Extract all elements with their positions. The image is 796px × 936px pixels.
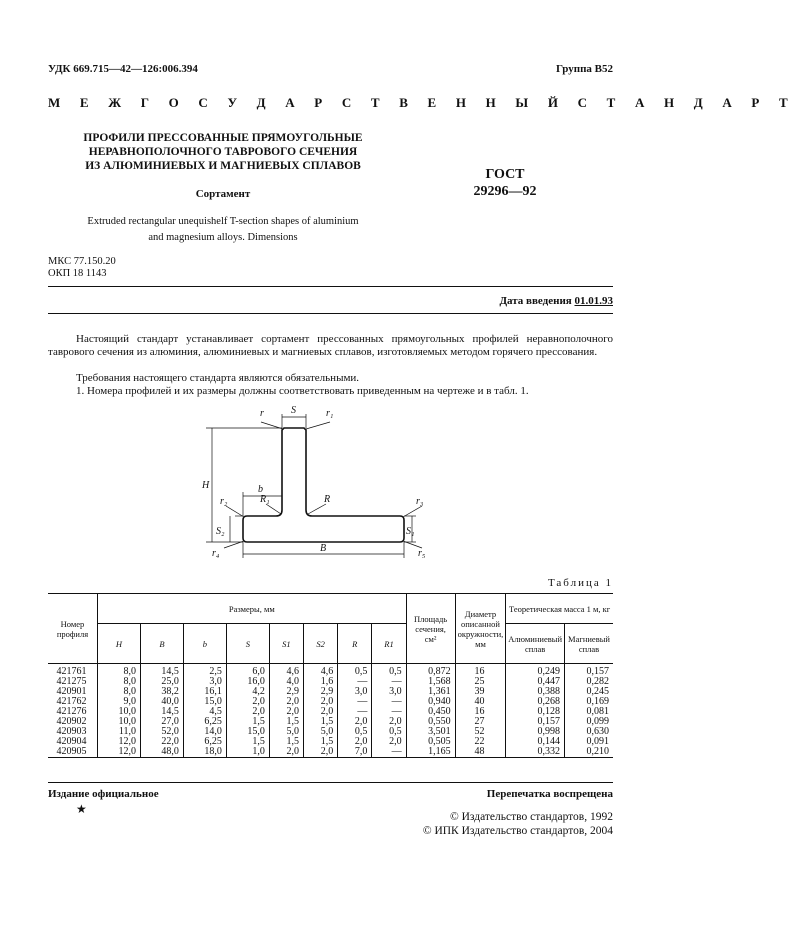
table-cell: 9,0 xyxy=(98,697,141,707)
header-sizes: Размеры, мм xyxy=(98,594,407,624)
table-cell: 3,501 xyxy=(406,727,455,737)
english-title-line-2: and magnesium alloys. Dimensions xyxy=(148,232,298,243)
profile-number-cell: 420903 xyxy=(56,726,87,737)
table-cell: 0,268 xyxy=(506,697,565,707)
table-cell: 1,165 xyxy=(406,747,455,758)
copyright-2004: © ИПК Издательство стандартов, 2004 xyxy=(422,825,613,837)
table-cell: 0,630 xyxy=(565,727,614,737)
document-title xyxy=(70,131,376,173)
label-r2: r₂ xyxy=(220,496,228,507)
table-cell: 2,0 xyxy=(304,707,338,717)
official-edition: Издание официальное xyxy=(48,788,159,800)
table-cell: 0,157 xyxy=(506,717,565,727)
table-row xyxy=(48,664,613,678)
table-cell: 2,0 xyxy=(372,737,406,747)
table-cell: — xyxy=(338,707,372,717)
table-cell: 0,169 xyxy=(565,697,614,707)
table-cell: 4,6 xyxy=(269,664,303,678)
table-cell: 39 xyxy=(455,687,506,697)
table-cell: 1,5 xyxy=(269,717,303,727)
reprint-notice: Перепечатка воспрещена xyxy=(486,788,613,800)
table-cell: 16 xyxy=(455,707,506,717)
effective-date xyxy=(499,295,613,307)
table-cell: 1,5 xyxy=(304,737,338,747)
table-cell: 3,0 xyxy=(372,687,406,697)
table-cell: 3,0 xyxy=(183,677,226,687)
table-cell: 8,0 xyxy=(98,677,141,687)
table-cell: 5,0 xyxy=(269,727,303,737)
table-cell: 1,0 xyxy=(226,747,269,758)
table-cell: 22,0 xyxy=(140,737,183,747)
table-cell: 27 xyxy=(455,717,506,727)
table-cell: 16 xyxy=(455,664,506,678)
table-cell: 8,0 xyxy=(98,687,141,697)
table-cell: 40,0 xyxy=(140,697,183,707)
table-cell: 2,9 xyxy=(269,687,303,697)
profile-number-cell: 421762 xyxy=(56,696,87,707)
table-cell: 2,0 xyxy=(269,707,303,717)
header-H: H xyxy=(98,624,141,664)
table-cell: 22 xyxy=(455,737,506,747)
gost-number xyxy=(450,166,560,200)
table-cell: 1,5 xyxy=(269,737,303,747)
table-cell: 0,157 xyxy=(565,664,614,678)
divider-line xyxy=(48,782,613,783)
title-line-1: ПРОФИЛИ ПРЕССОВАННЫЕ ПРЯМОУГОЛЬНЫЕ xyxy=(83,132,363,144)
table-cell: 27,0 xyxy=(140,717,183,727)
profile-number-cell: 421761 xyxy=(56,666,87,677)
t-profile-drawing xyxy=(190,402,450,572)
udk-code: УДК 669.715—42—126:006.394 xyxy=(48,63,198,75)
table-cell: 0,388 xyxy=(506,687,565,697)
group-code: Группа В52 xyxy=(555,63,613,75)
table-cell: 4,2 xyxy=(226,687,269,697)
table-cell: 2,0 xyxy=(304,747,338,758)
table-cell: 6,25 xyxy=(183,737,226,747)
table-cell: 25 xyxy=(455,677,506,687)
table-cell: 6,25 xyxy=(183,717,226,727)
table-cell: 18,0 xyxy=(183,747,226,758)
table-cell: 0,940 xyxy=(406,697,455,707)
table-cell: 0,872 xyxy=(406,664,455,678)
table-cell: 5,0 xyxy=(304,727,338,737)
table-cell: 1,5 xyxy=(226,737,269,747)
table-cell: 10,0 xyxy=(98,707,141,717)
label-r: r xyxy=(260,408,264,419)
table-cell: 0,210 xyxy=(565,747,614,758)
table-cell: 48,0 xyxy=(140,747,183,758)
table-cell: 4,5 xyxy=(183,707,226,717)
label-s1: S₁ xyxy=(406,526,415,537)
standard-type-heading: М Е Ж Г О С У Д А Р С Т В Е Н Н Ы Й С Т А Н Д А Р Т xyxy=(48,95,796,110)
table-cell: 14,0 xyxy=(183,727,226,737)
table-cell: — xyxy=(372,677,406,687)
table-cell: 0,5 xyxy=(372,664,406,678)
table-cell: — xyxy=(372,707,406,717)
header-S: S xyxy=(226,624,269,664)
table-cell: 2,0 xyxy=(226,707,269,717)
table-cell: 0,282 xyxy=(565,677,614,687)
divider-line xyxy=(48,313,613,314)
table-cell: 0,332 xyxy=(506,747,565,758)
table-cell: 0,998 xyxy=(506,727,565,737)
label-B: B xyxy=(320,543,327,554)
header-aluminium: Алюминиевый сплав xyxy=(506,624,565,664)
label-h: H xyxy=(202,480,210,491)
profile-number-cell: 420901 xyxy=(56,686,87,697)
table-cell: 0,249 xyxy=(506,664,565,678)
label-s: S xyxy=(291,405,296,416)
profile-number-cell: 421276 xyxy=(56,706,87,717)
table-cell: 0,450 xyxy=(406,707,455,717)
table-cell: 16,0 xyxy=(226,677,269,687)
table-cell: 1,568 xyxy=(406,677,455,687)
table-cell: 0,128 xyxy=(506,707,565,717)
table-cell: 6,0 xyxy=(226,664,269,678)
copyright-1992: © Издательство стандартов, 1992 xyxy=(449,811,613,823)
effective-date-label: Дата введения xyxy=(499,295,572,307)
table-cell: 0,091 xyxy=(565,737,614,747)
effective-date-value: 01.01.93 xyxy=(574,295,613,307)
label-s2: S₂ xyxy=(216,526,225,537)
header-profile-number: Номер профиля xyxy=(48,594,98,664)
title-line-3: ИЗ АЛЮМИНИЕВЫХ И МАГНИЕВЫХ СПЛАВОВ xyxy=(85,160,361,172)
table-cell: 2,0 xyxy=(338,737,372,747)
table-cell: 48 xyxy=(455,747,506,758)
table-cell: 0,505 xyxy=(406,737,455,747)
table-cell: 0,245 xyxy=(565,687,614,697)
table-cell: 1,361 xyxy=(406,687,455,697)
table-cell: 4,6 xyxy=(304,664,338,678)
table-cell: 40 xyxy=(455,697,506,707)
header-b: b xyxy=(183,624,226,664)
table-cell: 0,447 xyxy=(506,677,565,687)
table-cell: — xyxy=(372,697,406,707)
table-cell: 12,0 xyxy=(98,737,141,747)
table-cell: 2,0 xyxy=(304,697,338,707)
table-cell: — xyxy=(338,697,372,707)
profiles-table xyxy=(48,593,613,758)
profile-number-cell: 421275 xyxy=(56,676,87,687)
table-cell: 8,0 xyxy=(98,664,141,678)
header-B: B xyxy=(140,624,183,664)
label-r1: r₁ xyxy=(326,408,334,419)
header-mass: Теоретическая масса 1 м, кг xyxy=(506,594,613,624)
table-cell: 2,0 xyxy=(372,717,406,727)
table-row xyxy=(48,747,613,758)
paragraph-clause-1: 1. Номера профилей и их размеры должны соответствовать приведенным на чертеже и в табл. 1. xyxy=(76,385,529,397)
table-cell: 52 xyxy=(455,727,506,737)
label-b: b xyxy=(258,484,263,495)
classification-codes xyxy=(48,256,116,280)
table-cell: 0,081 xyxy=(565,707,614,717)
english-title-line-1: Extruded rectangular unequishelf T-section shapes of aluminium xyxy=(87,216,359,227)
gost-code: 29296—92 xyxy=(473,184,537,199)
label-R1: R₁ xyxy=(260,494,270,505)
table-cell: 1,6 xyxy=(304,677,338,687)
table-cell: 2,0 xyxy=(269,747,303,758)
table-cell: 4,0 xyxy=(269,677,303,687)
profile-number-cell: 420904 xyxy=(56,736,87,747)
table-cell: 0,144 xyxy=(506,737,565,747)
okp-code: ОКП 18 1143 xyxy=(48,268,107,279)
table-cell: 1,5 xyxy=(226,717,269,727)
table-cell: 25,0 xyxy=(140,677,183,687)
table-cell: 7,0 xyxy=(338,747,372,758)
table-cell: 1,5 xyxy=(304,717,338,727)
label-R: R xyxy=(324,494,331,505)
label-r3: r₃ xyxy=(416,496,424,507)
table-cell: 12,0 xyxy=(98,747,141,758)
table-cell: 0,5 xyxy=(338,664,372,678)
table-cell: 0,550 xyxy=(406,717,455,727)
table-cell: 0,099 xyxy=(565,717,614,727)
table-cell: 3,0 xyxy=(338,687,372,697)
table-cell: 16,1 xyxy=(183,687,226,697)
title-line-2: НЕРАВНОПОЛОЧНОГО ТАВРОВОГО СЕЧЕНИЯ xyxy=(88,146,358,158)
header-diameter: Диаметр описанной окружности, мм xyxy=(455,594,506,664)
header-magnesium: Магниевый сплав xyxy=(565,624,614,664)
label-r5: r₅ xyxy=(418,548,426,559)
table-cell: 11,0 xyxy=(98,727,141,737)
header-R1: R1 xyxy=(372,624,406,664)
document-subtitle: Сортамент xyxy=(195,188,251,200)
profile-number-cell: 420902 xyxy=(56,716,87,727)
table-cell: 0,5 xyxy=(338,727,372,737)
header-area: Площадь сечения, см² xyxy=(406,594,455,664)
table-cell: 2,5 xyxy=(183,664,226,678)
gost-label: ГОСТ xyxy=(485,167,525,182)
divider-line xyxy=(48,286,613,287)
table-cell: 38,2 xyxy=(140,687,183,697)
mks-code: МКС 77.150.20 xyxy=(48,256,116,267)
table-cell: 10,0 xyxy=(98,717,141,727)
table-cell: — xyxy=(372,747,406,758)
star-icon: ★ xyxy=(76,802,87,816)
table-cell: 52,0 xyxy=(140,727,183,737)
paragraph-mandatory: Требования настоящего стандарта являются обязательными. xyxy=(76,372,360,384)
header-R: R xyxy=(338,624,372,664)
profile-number-cell: 420905 xyxy=(48,747,98,758)
table-cell: 15,0 xyxy=(226,727,269,737)
table-cell: 14,5 xyxy=(140,664,183,678)
table-cell: 15,0 xyxy=(183,697,226,707)
header-S1: S1 xyxy=(269,624,303,664)
table-cell: 2,0 xyxy=(269,697,303,707)
table-cell: 14,5 xyxy=(140,707,183,717)
table-cell: — xyxy=(338,677,372,687)
paragraph-scope: Настоящий стандарт устанавливает сортамент прессованных прямоугольных профилей неравнополочного таврового сечения из алюминия, алюминиевых и магниевых сплавов, изготовляемых методом горячего прессования. xyxy=(48,333,613,358)
table-cell: 2,0 xyxy=(226,697,269,707)
table-cell: 2,9 xyxy=(304,687,338,697)
table-cell: 0,5 xyxy=(372,727,406,737)
table-cell: 2,0 xyxy=(338,717,372,727)
english-title xyxy=(68,214,378,246)
header-S2: S2 xyxy=(304,624,338,664)
label-r4: r₄ xyxy=(212,548,220,559)
table-caption: Таблица 1 xyxy=(547,577,613,589)
copyright-block xyxy=(423,810,613,838)
